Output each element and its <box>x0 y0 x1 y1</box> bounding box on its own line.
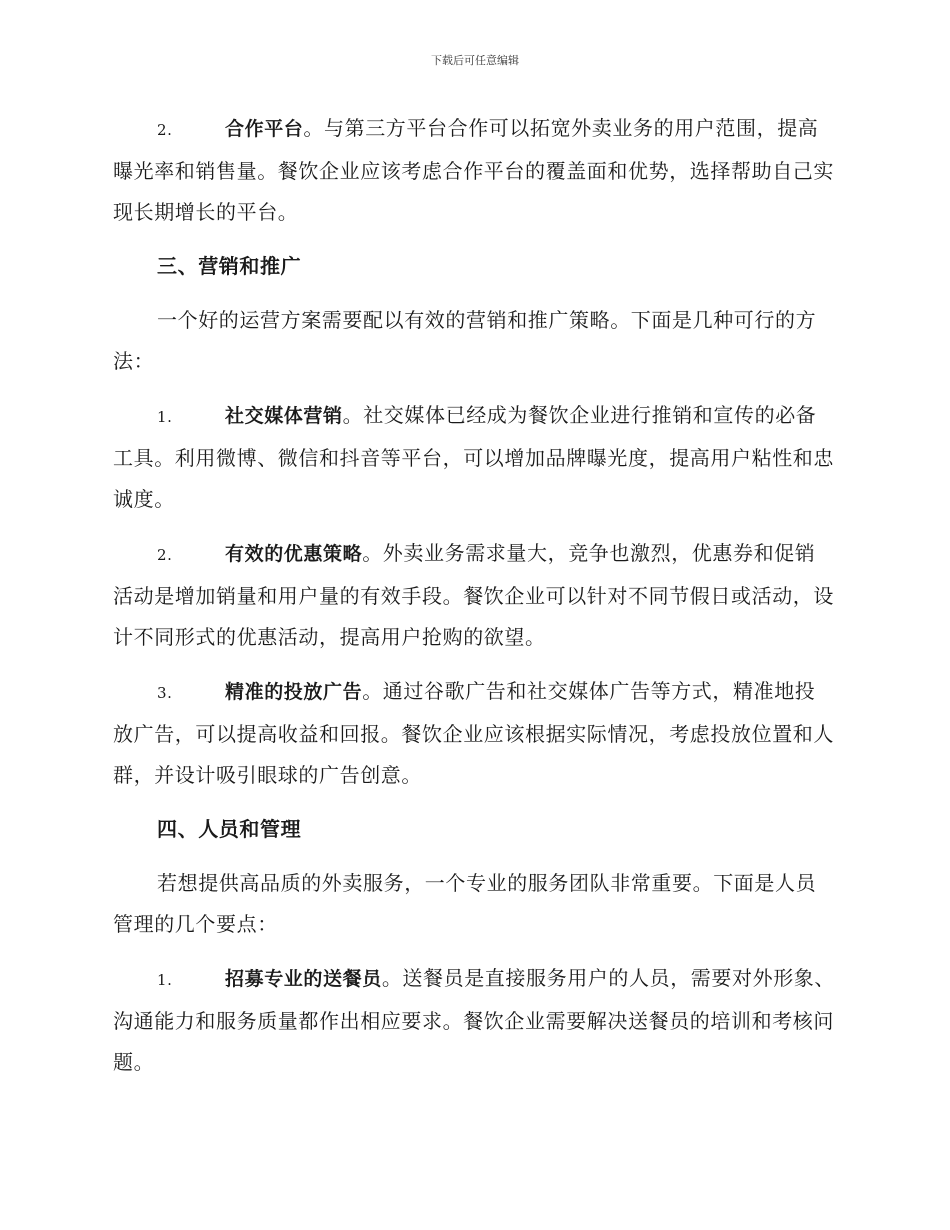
item-title: 招募专业的送餐员 <box>225 968 382 990</box>
item-text: 。通过谷歌广告和社交媒体广告等方式，精准地投放广告，可以提高收益和回报。餐饮企业应该根据实际情况，考虑投放位置和人群，并设计吸引眼球的广告创意。 <box>113 679 834 787</box>
document-body <box>113 108 835 1096</box>
item-title: 合作平台 <box>225 118 304 140</box>
item-title: 有效的优惠策略 <box>225 543 363 565</box>
item-number: 1. <box>157 971 173 989</box>
item-number: 2. <box>157 546 173 564</box>
item-text: 。外卖业务需求量大，竞争也激烈，优惠券和促销活动是增加销量和用户量的有效手段。餐饮企业可以针对不同节假日或活动，设计不同形式的优惠活动，提高用户抢购的欲望。 <box>113 541 834 649</box>
page-header: 下载后可任意编辑 <box>431 54 519 67</box>
list-item-recruit-couriers <box>113 958 835 1083</box>
list-item-targeted-ads <box>113 671 835 796</box>
item-title: 精准的投放广告 <box>225 681 363 703</box>
list-item-cooperation-platform <box>113 108 835 233</box>
item-text: 。社交媒体已经成为餐饮企业进行推销和宣传的必备工具。利用微博、微信和抖音等平台，可以增加品牌曝光度，提高用户粘性和忠诚度。 <box>113 403 834 511</box>
item-text: 。送餐员是直接服务用户的人员，需要对外形象、沟通能力和服务质量都作出相应要求。餐饮企业需要解决送餐员的培训和考核问题。 <box>113 966 836 1074</box>
list-item-discount-strategy <box>113 533 835 658</box>
paragraph-personnel-intro: 若想提供高品质的外卖服务，一个专业的服务团队非常重要。下面是人员管理的几个要点： <box>113 871 817 936</box>
item-title: 社交媒体营销 <box>225 405 343 427</box>
item-number: 3. <box>157 684 173 702</box>
section-heading-marketing: 三、营销和推广 <box>157 254 302 278</box>
item-number: 1. <box>157 408 173 426</box>
section-heading-personnel: 四、人员和管理 <box>157 817 302 841</box>
item-text: 。与第三方平台合作可以拓宽外卖业务的用户范围，提高曝光率和销售量。餐饮企业应该考虑合作平台的覆盖面和优势，选择帮助自己实现长期增长的平台。 <box>113 116 834 224</box>
list-item-social-media <box>113 395 835 520</box>
item-number: 2. <box>157 121 173 139</box>
paragraph-marketing-intro: 一个好的运营方案需要配以有效的营销和推广策略。下面是几种可行的方法： <box>113 308 817 373</box>
